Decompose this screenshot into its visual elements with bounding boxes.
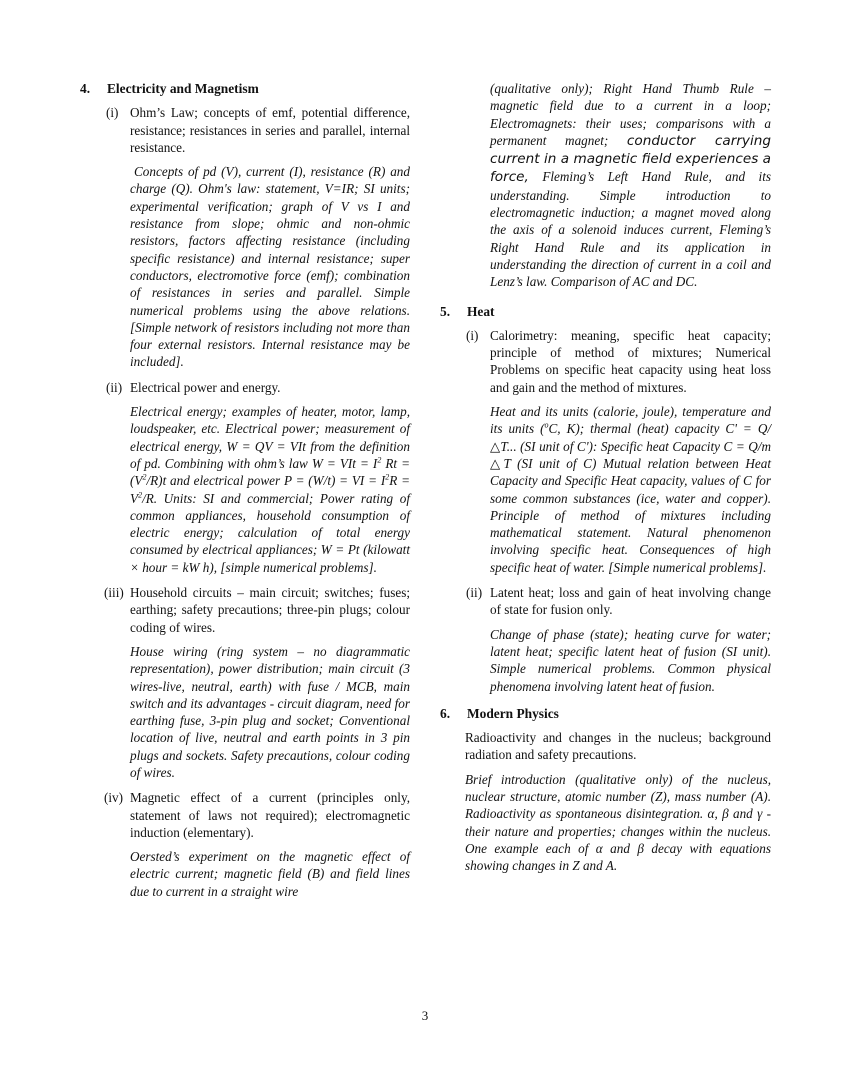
superscript: o — [544, 420, 549, 430]
desc-part: Heat and its units (calorie, joule), temperature and its units ( — [490, 404, 771, 437]
section-heading — [440, 303, 771, 320]
desc-part: C, K); thermal (heat) capacity C' = Q/ △T... (SI unit of C'): Specific heat Capacity C = Q/m △T (SI unit of C) Mutual relation between Heat Capacity and Specific Heat capacity, values of C for some common substances (ice, water and copper). Principle of method of mixtures including mathematical statement. Natural phenomenon involving specific heat. Consequences of high specific heat of water. [Simple numerical problems]. — [490, 421, 772, 575]
item-description: Oersted’s experiment on the magnetic effect of electric current; magnetic field (B) and field lines due to current in a straight wire — [130, 849, 410, 899]
desc-part: /R. Units: SI and commercial; Power rating of common appliances, household consumption of electric energy; calculation of total energy consumed by electrical appliances; W = Pt (kilowatt × hour = kW h), [simple numerical problems]. — [130, 490, 410, 575]
right-column — [440, 80, 771, 882]
item-numeral: (iii) — [104, 585, 124, 601]
left-column — [80, 80, 410, 908]
superscript: 2 — [385, 472, 390, 482]
item-text: Calorimetry: meaning, specific heat capacity; principle of method of mixtures; Numerical Problems on specific heat capacity using heat loss and gain and the method of mixtures. — [490, 327, 771, 395]
syllabus-item — [80, 789, 410, 841]
item-description — [80, 403, 410, 576]
syllabus-item — [440, 327, 771, 396]
section-number: 4. — [80, 81, 91, 96]
item-text: Magnetic effect of a current (principles only, statement of laws not required); electromagnetic induction (elementary). — [130, 790, 410, 840]
syllabus-item — [80, 104, 410, 156]
superscript: 2 — [377, 455, 382, 465]
section-title: Heat — [467, 303, 495, 319]
desc-part: Electrical energy; examples of heater, motor, lamp, loudspeaker, etc. Electrical power; measurement of electrical energy, W = QV = VIt from the definition of pd. Combining with ohm’s law W = VIt = I — [130, 404, 410, 471]
desc-part: Fleming’s Left Hand Rule, and its understanding. Simple introduction to electromagnetic induction; a magnet moved along the axis of a solenoid induces current, Fleming’s Right Hand Rule and its application in understanding the direction of current in a coil and Lenz’s law. Comparison of AC and DC. — [490, 169, 771, 290]
superscript: 2 — [142, 472, 147, 482]
syllabus-item — [440, 584, 771, 619]
item-description: Change of phase (state); heating curve for water; latent heat; specific latent heat of fusion (SI unit). Simple numerical problems. Common physical phenomena involving latent heat of fusion. — [490, 626, 771, 694]
item-description: Concepts of pd (V), current (I), resistance (R) and charge (Q). Ohm's law: statement, V=IR; SI units; experimental verification; graph of V vs I and resistance from slope; ohmic and non-ohmic resistors, factors affecting resistance (including specific resistance) and internal resistance; super conductors, electromotive force (emf); combination of resistances in series and parallel. Simple numerical problems using the above relations. [Simple network of resistors including not more than four external resistors. Internal resistance may be included]. — [130, 164, 410, 370]
syllabus-item — [80, 584, 410, 636]
desc-part: /R)t and electrical power P = (W/t) = VI = I — [146, 473, 386, 489]
item-numeral: (ii) — [106, 379, 123, 395]
item-numeral: (ii) — [466, 585, 483, 601]
desc-part: Rt = (V — [130, 455, 411, 489]
desc-part: (qualitative only); Right Hand Thumb Rule – magnetic field due to a current in a loop; Electromagnets: their uses; comparisons with a permanent magnet; — [490, 81, 771, 148]
section-number: 5. — [440, 303, 451, 319]
syllabus-item — [80, 379, 410, 396]
section-number: 6. — [440, 705, 451, 721]
item-numeral: (i) — [106, 105, 119, 121]
desc-part: R = V — [130, 473, 410, 506]
section-title: Electricity and Magnetism — [107, 81, 259, 96]
item-numeral: (i) — [466, 327, 479, 343]
section-description: Brief introduction (qualitative only) of the nucleus, nuclear structure, atomic number (Z), mass number (A). Radioactivity as spontaneous disintegration. α, β and γ - their nature and properties; changes within the nucleus. One example each of α and β decay with equations showing changes in Z and A. — [465, 771, 771, 874]
continued-description — [440, 80, 771, 291]
item-description — [440, 403, 771, 576]
item-text: Ohm’s Law; concepts of emf, potential difference, resistance; resistances in series and parallel, internal resistance. — [130, 105, 410, 155]
page-number: 3 — [421, 1008, 429, 1023]
item-text: Electrical power and energy. — [130, 379, 281, 395]
desc-part: conductor carrying current in a magnetic field experiences a force, — [490, 132, 771, 186]
item-text: Latent heat; loss and gain of heat involving change of state for fusion only. — [490, 585, 771, 618]
section-title: Modern Physics — [467, 705, 559, 721]
section-heading — [80, 80, 410, 97]
item-numeral: (iv) — [104, 790, 124, 806]
section-heading — [440, 705, 771, 722]
section-text: Radioactivity and changes in the nucleus; background radiation and safety precautions. — [465, 730, 771, 763]
superscript: 2 — [138, 490, 143, 500]
item-text: Household circuits – main circuit; switches; fuses; earthing; safety precautions; three-pin plugs; colour coding of wires. — [130, 585, 410, 635]
item-description: House wiring (ring system – no diagrammatic representation), power distribution; main circuit (3 wires-live, neutral, earth) with fuse / MCB, main switch and its advantages - circuit diagram, need for earthing fuse, 3-pin plug and socket; Conventional location of live, neutral and earth points in 3 pin plugs and sockets. Safety precautions, colour coding of wires. — [130, 643, 410, 780]
